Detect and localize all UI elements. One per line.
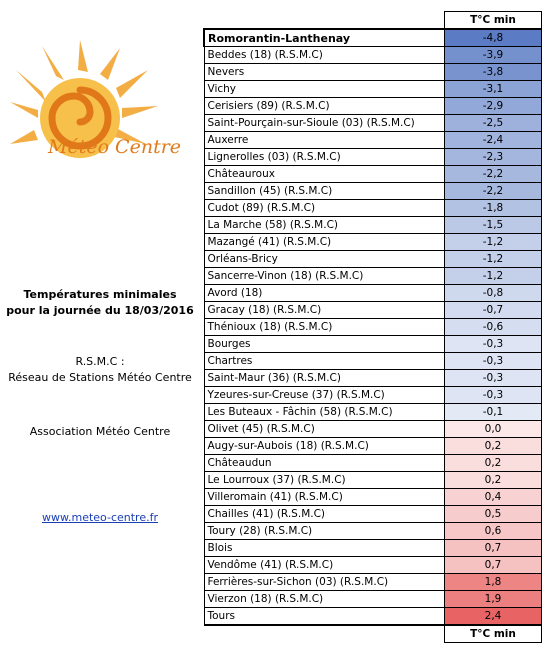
- station-temperature: 2,4: [445, 608, 542, 626]
- table-row: [204, 268, 542, 285]
- station-temperature: -3,8: [445, 64, 542, 81]
- association-name: Association Météo Centre: [29, 425, 171, 438]
- station-name: Olivet (45) (R.S.M.C): [204, 421, 445, 438]
- station-temperature: -0,3: [445, 370, 542, 387]
- station-name: Châteauroux: [204, 166, 445, 183]
- station-name: Saint-Maur (36) (R.S.M.C): [204, 370, 445, 387]
- station-temperature: -0,3: [445, 353, 542, 370]
- table-row: [204, 251, 542, 268]
- table-row: [204, 421, 542, 438]
- table-row: [204, 370, 542, 387]
- column-header: T°C min: [445, 12, 542, 30]
- station-name: Auxerre: [204, 132, 445, 149]
- station-name: Lignerolles (03) (R.S.M.C): [204, 149, 445, 166]
- temperature-table: [203, 11, 542, 643]
- table-header-row: [204, 12, 542, 30]
- table-row: [204, 183, 542, 200]
- station-name: Romorantin-Lanthenay: [204, 29, 445, 47]
- table-row: [204, 47, 542, 64]
- station-temperature: -0,1: [445, 404, 542, 421]
- table-row: [204, 115, 542, 132]
- station-name: Sandillon (45) (R.S.M.C): [204, 183, 445, 200]
- table-row: [204, 336, 542, 353]
- rsmc-legend: [0, 354, 200, 386]
- table-row: [204, 149, 542, 166]
- table-row: [204, 574, 542, 591]
- table-footer-row: [204, 625, 542, 643]
- station-temperature: 1,8: [445, 574, 542, 591]
- logo-text: Météo Centre: [48, 136, 182, 158]
- table-row: [204, 217, 542, 234]
- station-temperature: -2,9: [445, 98, 542, 115]
- station-temperature: -2,2: [445, 183, 542, 200]
- table-row: [204, 506, 542, 523]
- station-name: Le Lourroux (37) (R.S.M.C): [204, 472, 445, 489]
- table-row: [204, 387, 542, 404]
- station-temperature: 0,2: [445, 455, 542, 472]
- website-link-wrap: [0, 510, 200, 526]
- website-link[interactable]: www.meteo-centre.fr: [42, 511, 158, 524]
- station-name: Chailles (41) (R.S.M.C): [204, 506, 445, 523]
- title-line-2: pour la journée du 18/03/2016: [6, 304, 194, 317]
- station-name: Cudot (89) (R.S.M.C): [204, 200, 445, 217]
- station-temperature: -1,5: [445, 217, 542, 234]
- station-name: Cerisiers (89) (R.S.M.C): [204, 98, 445, 115]
- station-name: La Marche (58) (R.S.M.C): [204, 217, 445, 234]
- station-name: Les Buteaux - Fâchin (58) (R.S.M.C): [204, 404, 445, 421]
- table-row: [204, 166, 542, 183]
- station-name: Villeromain (41) (R.S.M.C): [204, 489, 445, 506]
- station-name: Tours: [204, 608, 445, 626]
- table-row: [204, 234, 542, 251]
- station-name: Gracay (18) (R.S.M.C): [204, 302, 445, 319]
- table-row: [204, 285, 542, 302]
- station-name: Nevers: [204, 64, 445, 81]
- station-name: Châteaudun: [204, 455, 445, 472]
- station-temperature: -2,4: [445, 132, 542, 149]
- station-name: Vierzon (18) (R.S.M.C): [204, 591, 445, 608]
- rsmc-line-2: Réseau de Stations Météo Centre: [8, 371, 192, 384]
- station-temperature: 0,7: [445, 540, 542, 557]
- station-temperature: -3,1: [445, 81, 542, 98]
- table-row: [204, 29, 542, 47]
- station-temperature: -0,7: [445, 302, 542, 319]
- title-line-1: Températures minimales: [23, 288, 177, 301]
- station-temperature: -1,2: [445, 268, 542, 285]
- station-name: Vendôme (41) (R.S.M.C): [204, 557, 445, 574]
- table-row: [204, 438, 542, 455]
- station-temperature: 0,0: [445, 421, 542, 438]
- station-temperature: -0,3: [445, 387, 542, 404]
- station-name: Augy-sur-Aubois (18) (R.S.M.C): [204, 438, 445, 455]
- station-temperature: -0,6: [445, 319, 542, 336]
- station-temperature: -0,8: [445, 285, 542, 302]
- table-row: [204, 455, 542, 472]
- station-name: Thénioux (18) (R.S.M.C): [204, 319, 445, 336]
- table-row: [204, 540, 542, 557]
- table-row: [204, 319, 542, 336]
- station-name: Mazangé (41) (R.S.M.C): [204, 234, 445, 251]
- station-temperature: -1,8: [445, 200, 542, 217]
- table-row: [204, 608, 542, 626]
- station-temperature: 0,2: [445, 438, 542, 455]
- station-name: Toury (28) (R.S.M.C): [204, 523, 445, 540]
- table-row: [204, 132, 542, 149]
- station-temperature: 0,7: [445, 557, 542, 574]
- station-temperature: -4,8: [445, 29, 542, 47]
- table-row: [204, 472, 542, 489]
- table-row: [204, 353, 542, 370]
- station-temperature: -3,9: [445, 47, 542, 64]
- table-row: [204, 98, 542, 115]
- station-temperature: -1,2: [445, 251, 542, 268]
- table-row: [204, 81, 542, 98]
- station-temperature: -2,5: [445, 115, 542, 132]
- station-temperature: -2,2: [445, 166, 542, 183]
- table-row: [204, 557, 542, 574]
- table-row: [204, 523, 542, 540]
- table-row: [204, 591, 542, 608]
- station-name: Avord (18): [204, 285, 445, 302]
- station-temperature: -0,3: [445, 336, 542, 353]
- station-temperature: -1,2: [445, 234, 542, 251]
- station-temperature: 1,9: [445, 591, 542, 608]
- table-row: [204, 200, 542, 217]
- table-row: [204, 404, 542, 421]
- station-temperature: 0,5: [445, 506, 542, 523]
- station-temperature: 0,4: [445, 489, 542, 506]
- station-name: Beddes (18) (R.S.M.C): [204, 47, 445, 64]
- page-title: [0, 287, 200, 319]
- station-temperature: 0,2: [445, 472, 542, 489]
- station-name: Chartres: [204, 353, 445, 370]
- station-name: Ferrières-sur-Sichon (03) (R.S.M.C): [204, 574, 445, 591]
- rsmc-line-1: R.S.M.C :: [75, 355, 125, 368]
- station-name: Yzeures-sur-Creuse (37) (R.S.M.C): [204, 387, 445, 404]
- station-name: Sancerre-Vinon (18) (R.S.M.C): [204, 268, 445, 285]
- table-row: [204, 64, 542, 81]
- station-name: Saint-Pourçain-sur-Sioule (03) (R.S.M.C): [204, 115, 445, 132]
- station-name: Blois: [204, 540, 445, 557]
- station-name: Bourges: [204, 336, 445, 353]
- station-temperature: -2,3: [445, 149, 542, 166]
- station-name: Vichy: [204, 81, 445, 98]
- table-row: [204, 489, 542, 506]
- column-footer: T°C min: [445, 625, 542, 643]
- table-row: [204, 302, 542, 319]
- station-temperature: 0,6: [445, 523, 542, 540]
- station-name: Orléans-Bricy: [204, 251, 445, 268]
